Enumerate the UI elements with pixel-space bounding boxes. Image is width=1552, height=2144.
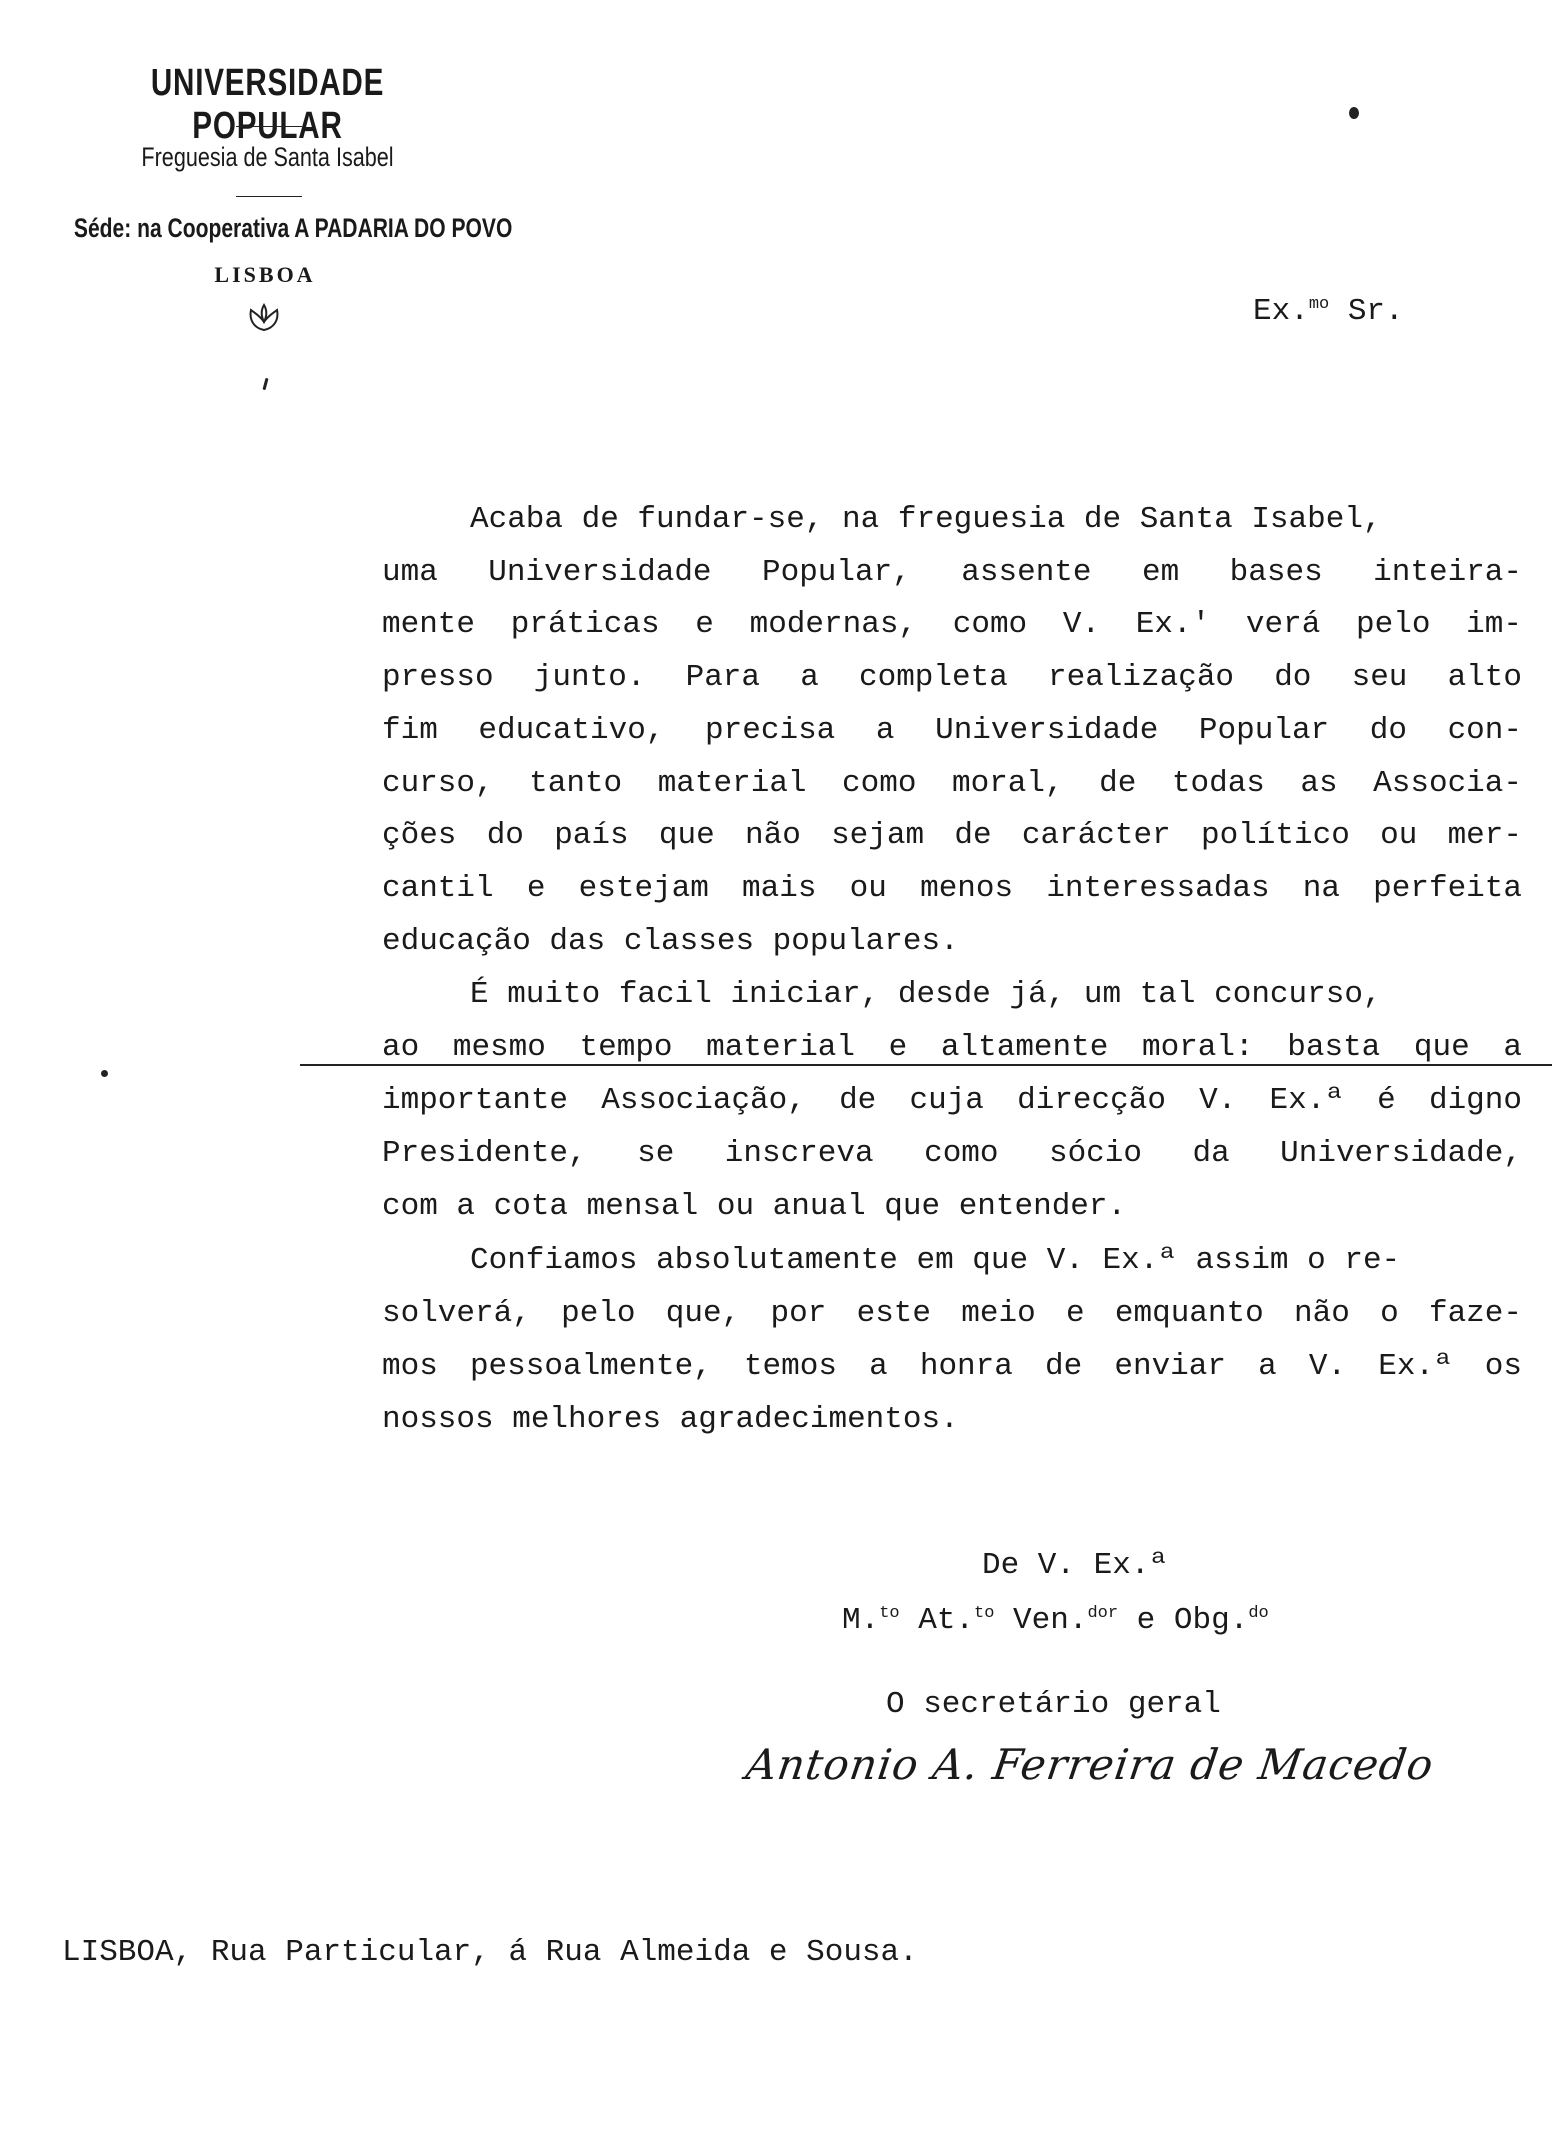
- body-line: Acaba de fundar-se, na freguesia de Santa Isabel,: [470, 502, 1382, 537]
- body-line: ções do país que não sejam de carácter político ou mer-: [382, 818, 1522, 853]
- flower-ornament-icon: [246, 302, 282, 334]
- body-line: Confiamos absolutamente em que V. Ex.ª assim o re-: [470, 1243, 1401, 1278]
- letterhead-seat: Séde: na Cooperativa A PADARIA DO POVO: [73, 213, 513, 243]
- body-line: com a cota mensal ou anual que entender.: [382, 1189, 1127, 1224]
- body-line: mente práticas e modernas, como V. Ex.' verá pelo im-: [382, 607, 1522, 642]
- handwritten-signature: Antonio A. Ferreira de Macedo: [743, 1740, 1437, 1789]
- body-line: mos pessoalmente, temos a honra de enviar a V. Ex.ª os: [382, 1349, 1522, 1384]
- body-line: uma Universidade Popular, assente em bases inteira-: [382, 555, 1522, 590]
- footer-address: LISBOA, Rua Particular, á Rua Almeida e Sousa.: [62, 1935, 918, 1970]
- letterhead-title: UNIVERSIDADE POPULAR: [150, 62, 385, 147]
- body-line: É muito facil iniciar, desde já, um tal concurso,: [470, 977, 1382, 1012]
- salutation: Ex.$^{mo}$ Sr.: [1253, 294, 1404, 329]
- body-line: curso, tanto material como moral, de todas as Associa-: [382, 766, 1522, 801]
- body-line: importante Associação, de cuja direcção V. Ex.ª é digno: [382, 1083, 1522, 1118]
- body-line: solverá, pelo que, por este meio e emquanto não o faze-: [382, 1296, 1522, 1331]
- letterhead-divider: [236, 196, 302, 197]
- letterhead-city: LISBOA: [214, 262, 316, 287]
- closing-formula: M.$^{to}$ At.$^{to}$ Ven.$^{dor}$ e Obg.$^{do}$: [842, 1603, 1269, 1638]
- body-line: nossos melhores agradecimentos.: [382, 1402, 959, 1437]
- body-line-underlined: ao mesmo tempo material e altamente moral: basta que a: [382, 1030, 1522, 1065]
- underline-rule: [300, 1064, 1552, 1066]
- body-line: educação das classes populares.: [382, 924, 959, 959]
- scan-mark: [262, 378, 268, 390]
- scan-mark: [101, 1070, 108, 1077]
- letterhead-divider: [236, 126, 302, 127]
- body-line: presso junto. Para a completa realização do seu alto: [382, 660, 1522, 695]
- closing-greeting: De V. Ex.ª: [982, 1548, 1169, 1583]
- letterhead-parish: Freguesia de Santa Isabel: [141, 142, 394, 172]
- scan-mark: [1349, 107, 1359, 119]
- body-line: cantil e estejam mais ou menos interessadas na perfeita: [382, 871, 1522, 906]
- signatory-role: O secretário geral: [886, 1687, 1221, 1722]
- body-line: fim educativo, precisa a Universidade Popular do con-: [382, 713, 1522, 748]
- body-line: Presidente, se inscreva como sócio da Universidade,: [382, 1136, 1522, 1171]
